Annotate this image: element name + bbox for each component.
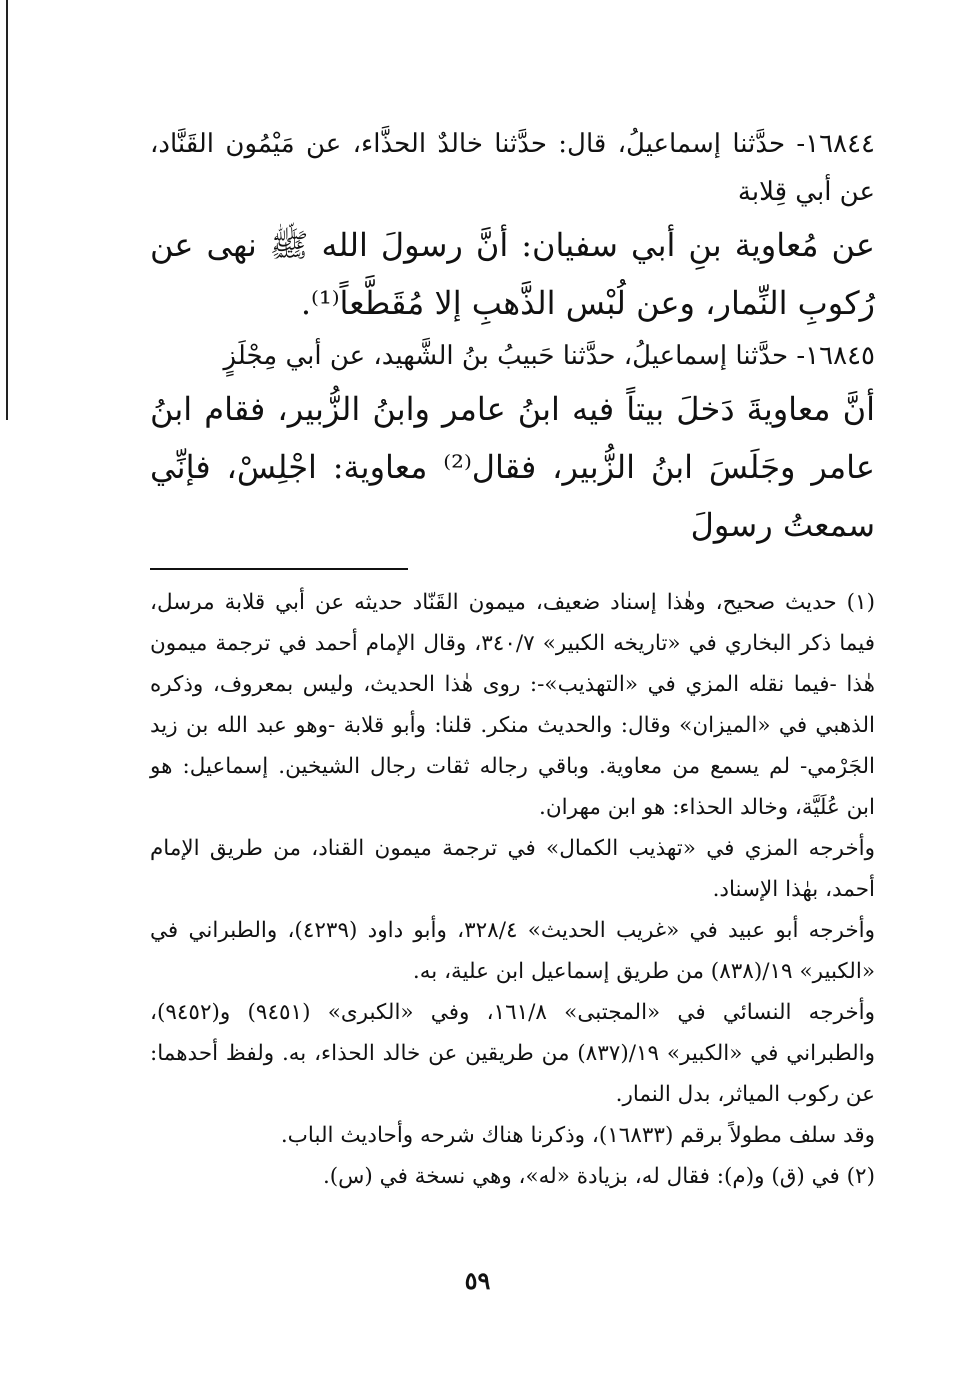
- footnote-2-text: (٢) في (ق) و(م): فقال له، بزيادة «له»، وهي نسخة في (س).: [322, 1164, 875, 1189]
- page-number: ٥٩: [464, 1266, 491, 1295]
- hadith-16845-isnad: ١٦٨٤٥- حدَّثنا إسماعيلُ، حدَّثنا حَبيبُ بنُ الشَّهيد، عن أبي مِجْلَزٍ: [223, 341, 875, 371]
- footnote-1-nasai: وأخرجه النسائي في «المجتبى» ١٦١/٨، وفي «الكبرى» (٩٤٥١) و(٩٤٥٢)، والطبراني في «الكبير» ١٩/(٨٣٧) من طريقين عن خالد الحذاء، به. ولفظ أحدهما: عن ركوب المياثر، بدل النمار.: [150, 1000, 876, 1107]
- footnote-1-cross-reference: وقد سلف مطولاً برقم (١٦٨٣٣)، وذكرنا هناك شرحه وأحاديث الباب.: [280, 1123, 875, 1148]
- footnote-1-text: (١) حديث صحيح، وهٰذا إسناد ضعيف، ميمون القَنّاد حديثه عن أبي قلابة مرسل، فيما ذكر البخاري في «تاريخه الكبير» ٣٤٠/٧، وقال الإمام أحمد في ترجمة ميمون هٰذا -فيما نقله المزي في «التهذيب»-: روى هٰذا الحديث، وليس بمعروف، وذكره الذهبي في «الميزان» وقال: والحديث منكر. قلنا: وأبو قلابة -وهو عبد الله بن زيد الجَرْمي- لم يسمع من معاوية. وباقي رجاله ثقات رجال الشيخين. إسماعيل: هو ابن عُلَيَّة، وخالد الحذاء: هو ابن مهران.: [150, 590, 876, 820]
- hadith-16844-isnad: ١٦٨٤٤- حدَّثنا إسماعيلُ، قال: حدَّثنا خالدٌ الحذَّاء، عن مَيْمُون القَنَّاد، عن أبي قِلابة: [150, 129, 875, 207]
- hadith-16844-matn: عن مُعاوية بنِ أبي سفيان: أنَّ رسولَ الله ﷺ نهى عن رُكوبِ النِّمار، وعن لُبْس الذَّهبِ إلا مُقَطَّعاً⁽¹⁾.: [150, 226, 875, 322]
- page-edge-line: [6, 0, 8, 420]
- footnote-1-mizzi: وأخرجه المزي في «تهذيب الكمال» في ترجمة ميمون القناد، من طريق الإمام أحمد، بهٰذا الإسناد.: [150, 836, 875, 902]
- footnote-1-abu-ubayd: وأخرجه أبو عبيد في «غريب الحديث» ٣٢٨/٤، وأبو داود (٤٢٣٩)، والطبراني في «الكبير» ١٩/(٨٣٨) من طريق إسماعيل ابن علية، به.: [150, 918, 875, 984]
- hadith-16845-matn: أنَّ معاويةَ دَخلَ بيتاً فيه ابنُ عامر وابنُ الزُّبير، فقام ابنُ عامر وجَلَسَ ابنُ الزُّبير، فقال⁽²⁾ معاوية: اجْلِسْ، فإنِّي سمعتُ رسولَ: [150, 390, 876, 544]
- footnote-separator: [150, 568, 408, 570]
- page-body: [150, 120, 875, 1197]
